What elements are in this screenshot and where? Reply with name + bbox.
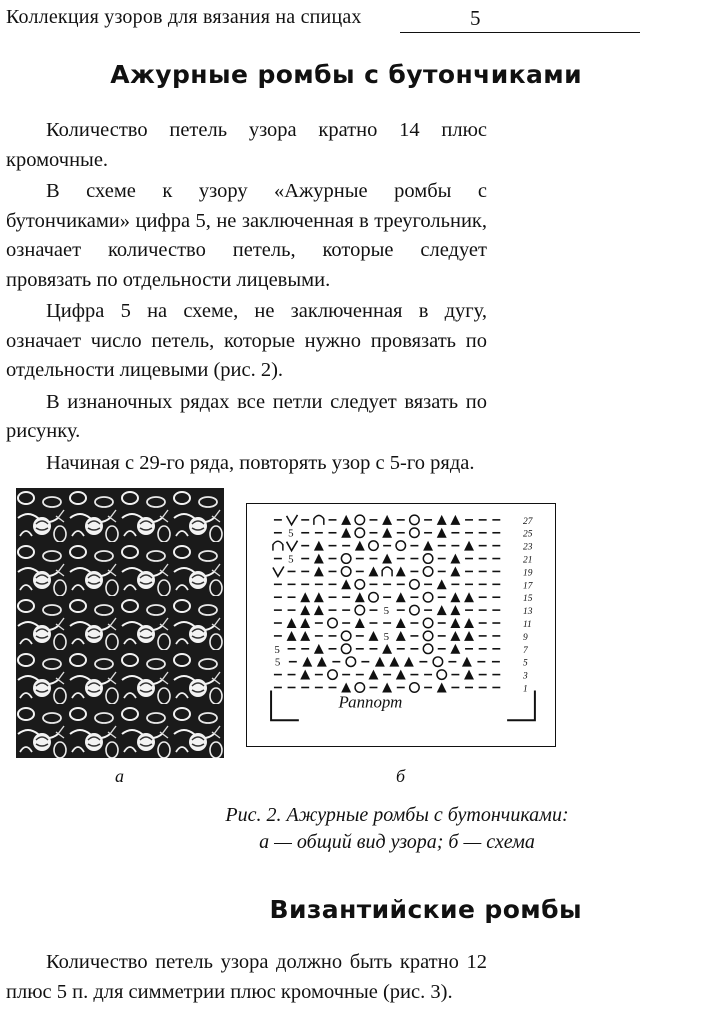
schema-arch: [273, 541, 283, 550]
paragraph: Цифра 5 на схеме, не заключенная в дугу, означает число петель, которые нужно провязать по отдельности лицевыми (рис. 2).: [6, 300, 487, 381]
schema-decrease: [450, 618, 460, 628]
schema-yarn-over: [328, 618, 338, 628]
schema-decrease: [396, 566, 406, 576]
schema-row-number: 1: [522, 684, 528, 695]
schema-decrease: [396, 631, 406, 641]
schema-row-number: 17: [522, 581, 533, 592]
section2-body: [6, 948, 487, 1009]
schema-digit: 5: [383, 630, 390, 643]
schema-yarn-over: [423, 644, 433, 654]
rapport-bracket: [271, 690, 535, 720]
schema-yarn-over: [341, 554, 351, 564]
schema-yarn-over: [341, 567, 351, 577]
section1-body: [6, 116, 487, 480]
schema-yarn-over: [423, 567, 433, 577]
schema-row-number: 11: [522, 619, 532, 630]
schema-decrease: [464, 541, 474, 551]
schema-decrease: [382, 528, 392, 538]
schema-yarn-over: [410, 580, 420, 590]
schema-decrease: [382, 644, 392, 654]
schema-rows: [273, 515, 500, 693]
schema-digit: 5: [274, 656, 281, 669]
schema-decrease: [396, 670, 406, 680]
schema-decrease: [423, 541, 433, 551]
schema-decrease: [300, 670, 310, 680]
paragraph: В изнаночных рядах все петли следует вязать по рисунку.: [6, 390, 487, 442]
schema-decrease: [450, 644, 460, 654]
schema-decrease: [450, 605, 460, 615]
schema-yarn-over: [355, 683, 365, 693]
schema-yarn-over: [423, 592, 433, 602]
header-rule: [400, 32, 640, 33]
schema-decrease: [437, 515, 447, 525]
schema-yarn-over: [423, 554, 433, 564]
schema-yarn-over: [341, 644, 351, 654]
schema-decrease: [375, 657, 385, 667]
row-number-group: [522, 517, 534, 695]
schema-yarn-over: [410, 683, 420, 693]
section-title-byzantine-diamonds: Византийские ромбы: [269, 895, 582, 924]
schema-digit: 5: [288, 527, 294, 540]
figure-label-a: а: [115, 766, 124, 786]
schema-decrease: [464, 631, 474, 641]
schema-decrease: [450, 554, 460, 564]
schema-decrease: [462, 657, 472, 667]
section-title-openwork-diamonds: Ажурные ромбы с бутончиками: [110, 60, 582, 89]
schema-row-number: 27: [522, 516, 533, 527]
schema-decrease: [450, 515, 460, 525]
schema-decrease: [300, 605, 310, 615]
schema-check: [273, 566, 284, 576]
schema-decrease: [464, 618, 474, 628]
schema-decrease: [437, 605, 447, 615]
caption-line-2: а — общий вид узора; б — схема: [259, 831, 535, 853]
schema-yarn-over: [369, 592, 379, 602]
schema-row-number: 3: [522, 671, 528, 682]
schema-yarn-over: [423, 631, 433, 641]
schema-decrease: [369, 566, 379, 576]
schema-yarn-over: [341, 631, 351, 641]
schema-row-number: 21: [522, 555, 533, 566]
schema-decrease: [450, 566, 460, 576]
schema-decrease: [437, 528, 447, 538]
schema-decrease: [396, 618, 406, 628]
schema-row-number: 5: [522, 658, 528, 669]
schema-decrease: [300, 631, 310, 641]
schema-decrease: [464, 670, 474, 680]
schema-yarn-over: [369, 541, 379, 551]
paragraph: Начиная с 29-го ряда, повторять узор с 5-го ряда.: [46, 451, 475, 474]
caption-line-1: Рис. 2. Ажурные ромбы с бутончиками:: [225, 804, 569, 826]
schema-yarn-over: [355, 605, 365, 615]
figure-caption: [0, 802, 704, 856]
schema-decrease: [389, 657, 399, 667]
schema-yarn-over: [433, 657, 443, 667]
schema-decrease: [404, 657, 414, 667]
schema-decrease: [314, 605, 324, 615]
paragraph: В схеме к узору «Ажурные ромбы с бутончиками» цифра 5, не заключенная в треугольник, означает количество петель, которые следует провязать по отдельности лицевыми.: [6, 180, 487, 291]
schema-decrease: [287, 618, 297, 628]
figure-label-b: б: [396, 766, 406, 786]
schema-digit: 5: [288, 553, 294, 566]
schema-decrease: [341, 579, 351, 589]
schema-row-number: 13: [522, 607, 533, 618]
schema-row-number: 15: [522, 594, 533, 605]
schema-decrease: [382, 554, 392, 564]
schema-decrease: [355, 592, 365, 602]
schema-row-number: 9: [522, 632, 528, 643]
schema-decrease: [314, 566, 324, 576]
schema-yarn-over: [410, 605, 420, 615]
page-number: 5: [470, 6, 481, 30]
schema-row-number: 7: [522, 645, 528, 656]
schema-decrease: [437, 579, 447, 589]
schema-row-number: 23: [522, 542, 533, 553]
schema-digit: 5: [383, 605, 390, 618]
schema-yarn-over: [355, 528, 365, 538]
schema-check: [287, 515, 298, 525]
running-head: Коллекция узоров для вязания на спицах: [6, 6, 362, 28]
schema-row-number: 19: [522, 568, 533, 579]
schema-decrease: [314, 541, 324, 551]
schema-decrease: [437, 683, 447, 693]
knitting-schema: [246, 503, 556, 747]
paragraph: Количество петель узора кратно 14 плюс кромочные.: [6, 119, 487, 171]
schema-decrease: [300, 618, 310, 628]
schema-decrease: [341, 528, 351, 538]
schema-yarn-over: [423, 618, 433, 628]
schema-decrease: [382, 683, 392, 693]
schema-yarn-over: [355, 580, 365, 590]
schema-decrease: [369, 631, 379, 641]
schema-row-number: 25: [522, 529, 533, 540]
schema-rapport-label: Раппорт: [338, 692, 403, 712]
schema-decrease: [382, 515, 392, 525]
schema-yarn-over: [355, 515, 365, 525]
schema-decrease: [314, 644, 324, 654]
schema-digit: 5: [274, 643, 280, 656]
schema-decrease: [450, 592, 460, 602]
schema-yarn-over: [328, 670, 338, 680]
schema-decrease: [450, 631, 460, 641]
schema-decrease: [369, 670, 379, 680]
knitting-pattern-photo: [16, 488, 224, 758]
schema-decrease: [355, 618, 365, 628]
schema-decrease: [355, 541, 365, 551]
schema-decrease: [396, 592, 406, 602]
schema-decrease: [341, 683, 351, 693]
schema-yarn-over: [437, 670, 447, 680]
schema-decrease: [314, 554, 324, 564]
schema-decrease: [341, 515, 351, 525]
schema-decrease: [300, 592, 310, 602]
schema-yarn-over: [410, 515, 420, 525]
schema-arch: [314, 515, 324, 524]
schema-check: [287, 541, 298, 551]
schema-yarn-over: [346, 657, 356, 667]
schema-decrease: [287, 631, 297, 641]
schema-decrease: [302, 657, 312, 667]
paragraph: Количество петель узора должно быть кратно 12 плюс 5 п. для симметрии плюс кромочные (рис. 3).: [6, 951, 487, 1003]
schema-decrease: [314, 592, 324, 602]
schema-yarn-over: [410, 528, 420, 538]
schema-arch: [382, 567, 392, 576]
schema-yarn-over: [396, 541, 406, 551]
schema-decrease: [317, 657, 327, 667]
schema-decrease: [464, 592, 474, 602]
